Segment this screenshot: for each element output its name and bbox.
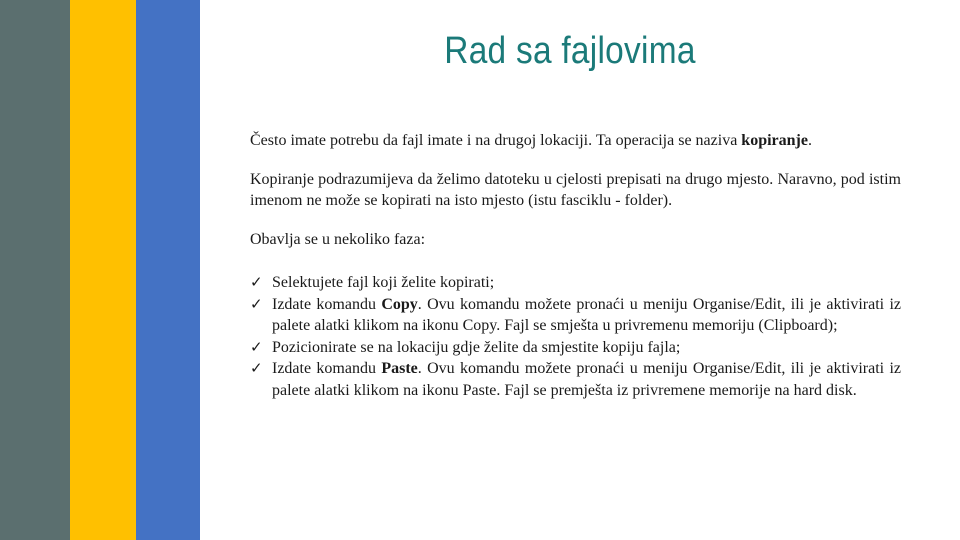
phases-intro: Obavlja se u nekoliko faza:: [250, 230, 426, 248]
step-text: Pozicionirate se na lokaciju gdje želite da smjestite kopiju fajla;: [272, 338, 681, 356]
list-item: [250, 272, 901, 294]
slide-body: [250, 130, 901, 401]
step-text-rest: . Ovu komandu možete pronaći u meniju Organise/Edit, ili je aktivirati iz palete alatki klikom na ikonu Paste. Fajl se premješta iz privremene memorije na hard disk.: [272, 360, 901, 399]
intro-paragraph: [250, 130, 901, 152]
step-keyword: Paste: [381, 360, 418, 377]
step-text: Izdate komandu: [272, 295, 382, 313]
checkmark-icon: ✓: [250, 337, 263, 356]
steps-list: [250, 272, 901, 401]
intro-keyword: kopiranje: [741, 132, 808, 149]
checkmark-icon: ✓: [250, 273, 263, 291]
list-item: [250, 294, 901, 337]
step-text-rest: . Ovu komandu možete pronaći u meniju Organise/Edit, ili je aktivirati iz palete alatki klikom na ikonu Copy. Fajl se smješta u privremenu memoriju (Clipboard);: [272, 295, 901, 334]
decorative-band-yellow: [70, 0, 136, 540]
intro-text: Često imate potrebu da fajl imate i na drugoj lokaciji. Ta operacija se naziva: [250, 132, 742, 149]
decorative-band-blue: [136, 0, 200, 540]
step-text: Selektujete fajl koji želite kopirati;: [272, 274, 495, 291]
intro-period: .: [807, 132, 812, 149]
decorative-band-gray: [0, 0, 70, 540]
slide-title: Rad sa fajlovima: [444, 30, 696, 72]
step-text: Izdate komandu: [272, 360, 382, 377]
checkmark-icon: ✓: [250, 359, 263, 377]
list-item: [250, 337, 901, 359]
definition-paragraph: Kopiranje podrazumijeva da želimo datoteku u cjelosti prepisati na drugo mjesto. Naravno, pod istim imenom ne može se kopirati na isto mjesto (istu fasciklu - folder).: [250, 170, 901, 209]
checkmark-icon: ✓: [250, 294, 263, 313]
step-keyword: Copy: [381, 295, 418, 313]
list-item: [250, 358, 901, 401]
